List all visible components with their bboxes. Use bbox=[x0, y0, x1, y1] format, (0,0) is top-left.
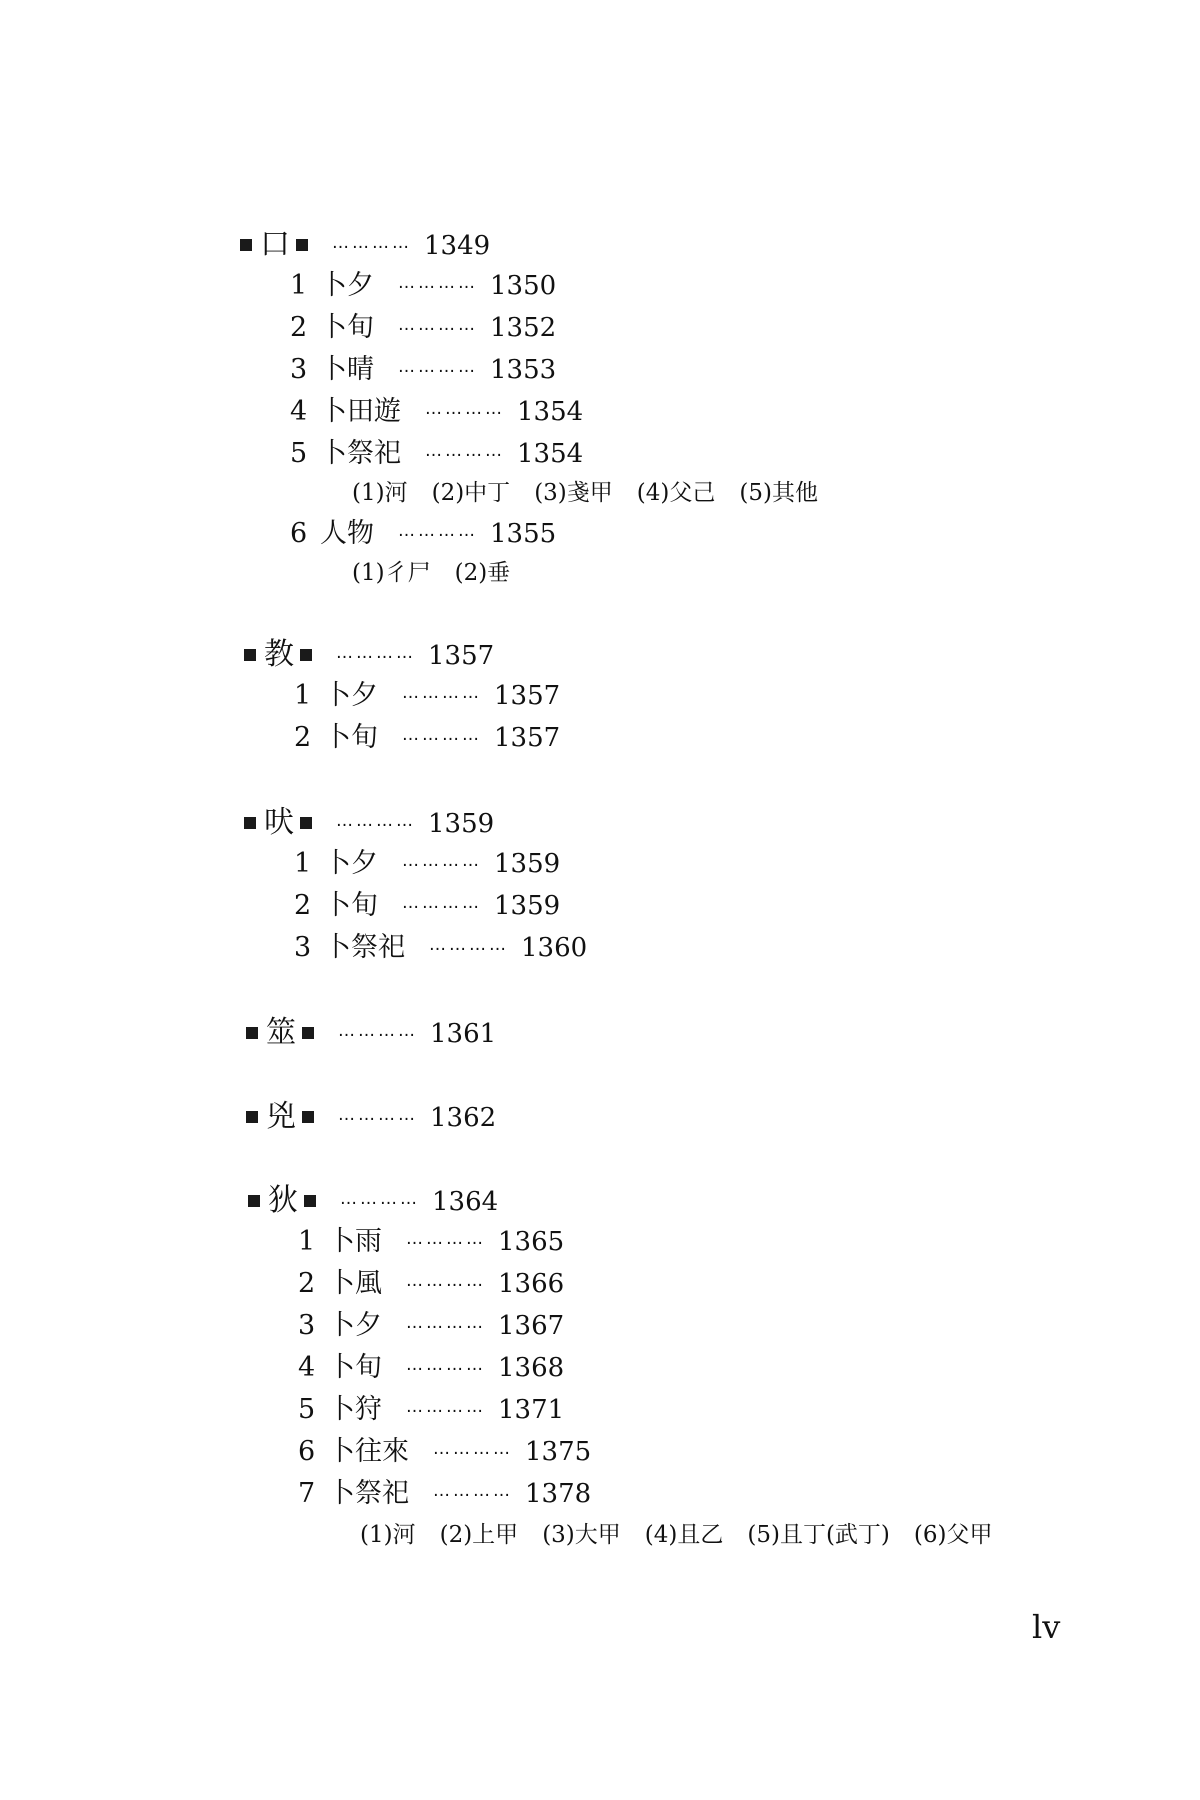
page-ref: 1355 bbox=[490, 519, 557, 549]
toc-item bbox=[294, 850, 560, 877]
section-title: 狄 bbox=[268, 1183, 298, 1218]
section-title: 兇 bbox=[266, 1099, 296, 1134]
item-number: 1 bbox=[290, 270, 308, 301]
note: (4)父己 bbox=[636, 480, 716, 506]
item-label: 卜夕 bbox=[328, 1310, 382, 1341]
item-label: 卜旬 bbox=[324, 890, 378, 921]
page-ref: 1357 bbox=[494, 723, 561, 753]
section-title: 口 bbox=[260, 227, 290, 262]
square-bullet-icon bbox=[248, 1195, 260, 1207]
item-number: 3 bbox=[298, 1310, 316, 1341]
page-ref: 1368 bbox=[498, 1353, 565, 1383]
item-number: 5 bbox=[290, 438, 308, 469]
leader-dots: ………… bbox=[402, 851, 482, 871]
toc-item bbox=[294, 682, 560, 709]
toc-item bbox=[290, 398, 583, 425]
square-bullet-icon bbox=[302, 1111, 314, 1123]
item-number: 4 bbox=[298, 1352, 316, 1383]
leader-dots: ………… bbox=[398, 273, 478, 293]
item-notes bbox=[360, 1524, 1017, 1547]
item-number: 2 bbox=[290, 312, 308, 343]
page-ref: 1365 bbox=[498, 1227, 565, 1257]
section-heading bbox=[244, 637, 495, 672]
square-bullet-icon bbox=[300, 817, 312, 829]
section-title: 筮 bbox=[266, 1015, 296, 1050]
leader-dots: ………… bbox=[402, 683, 482, 703]
square-bullet-icon bbox=[244, 817, 256, 829]
page-ref: 1359 bbox=[428, 809, 495, 839]
item-label: 卜狩 bbox=[328, 1394, 382, 1425]
item-label: 卜祭祀 bbox=[328, 1478, 409, 1509]
page-ref: 1375 bbox=[525, 1437, 592, 1467]
note: (5)且丁(武丁) bbox=[747, 1522, 890, 1548]
item-label: 卜旬 bbox=[324, 722, 378, 753]
toc-item bbox=[298, 1438, 591, 1465]
item-number: 2 bbox=[294, 722, 312, 753]
item-label: 卜旬 bbox=[320, 312, 374, 343]
item-label: 卜夕 bbox=[324, 848, 378, 879]
item-number: 2 bbox=[298, 1268, 316, 1299]
square-bullet-icon bbox=[246, 1027, 258, 1039]
leader-dots: ………… bbox=[402, 725, 482, 745]
page-ref: 1364 bbox=[432, 1187, 499, 1217]
toc-item bbox=[298, 1396, 564, 1423]
leader-dots: ………… bbox=[406, 1397, 486, 1417]
page-ref: 1360 bbox=[521, 933, 588, 963]
note: (2)上甲 bbox=[439, 1522, 519, 1548]
toc-item bbox=[298, 1480, 591, 1507]
item-number: 1 bbox=[294, 680, 312, 711]
note: (3)大甲 bbox=[542, 1522, 621, 1548]
item-label: 卜夕 bbox=[324, 680, 378, 711]
square-bullet-icon bbox=[300, 649, 312, 661]
toc-item bbox=[290, 520, 556, 547]
leader-dots: ………… bbox=[398, 315, 478, 335]
square-bullet-icon bbox=[240, 239, 252, 251]
item-notes bbox=[352, 482, 842, 505]
page-ref: 1371 bbox=[498, 1395, 565, 1425]
section-heading bbox=[246, 1099, 497, 1134]
page-ref: 1357 bbox=[494, 681, 561, 711]
page-ref: 1359 bbox=[494, 891, 561, 921]
leader-dots: ………… bbox=[406, 1271, 486, 1291]
item-label: 人物 bbox=[320, 518, 374, 549]
toc-item bbox=[290, 314, 556, 341]
item-label: 卜雨 bbox=[328, 1226, 382, 1257]
toc-item bbox=[290, 356, 556, 383]
section-heading bbox=[248, 1183, 499, 1218]
item-number: 5 bbox=[298, 1394, 316, 1425]
toc-item bbox=[298, 1354, 564, 1381]
note: (1)彳尸 bbox=[352, 560, 431, 586]
section-title: 吠 bbox=[264, 805, 294, 840]
item-number: 4 bbox=[290, 396, 308, 427]
item-number: 2 bbox=[294, 890, 312, 921]
leader-dots: ………… bbox=[433, 1439, 513, 1459]
square-bullet-icon bbox=[246, 1111, 258, 1123]
page-number: lv bbox=[1032, 1608, 1061, 1646]
toc-item bbox=[298, 1270, 564, 1297]
leader-dots: ………… bbox=[338, 1105, 418, 1125]
note: (1)河 bbox=[352, 480, 408, 506]
toc-item bbox=[294, 724, 560, 751]
item-label: 卜旬 bbox=[328, 1352, 382, 1383]
page-ref: 1354 bbox=[517, 439, 584, 469]
leader-dots: ………… bbox=[338, 1021, 418, 1041]
note: (6)父甲 bbox=[913, 1522, 993, 1548]
page-ref: 1349 bbox=[424, 231, 491, 261]
toc-item bbox=[294, 934, 587, 961]
leader-dots: ………… bbox=[336, 811, 416, 831]
square-bullet-icon bbox=[302, 1027, 314, 1039]
leader-dots: ………… bbox=[406, 1229, 486, 1249]
item-label: 卜祭祀 bbox=[324, 932, 405, 963]
item-number: 6 bbox=[290, 518, 308, 549]
page-ref: 1353 bbox=[490, 355, 557, 385]
item-label: 卜田遊 bbox=[320, 396, 401, 427]
item-number: 7 bbox=[298, 1478, 316, 1509]
section-heading bbox=[244, 805, 495, 840]
note: (1)河 bbox=[360, 1522, 416, 1548]
leader-dots: ………… bbox=[425, 441, 505, 461]
leader-dots: ………… bbox=[406, 1313, 486, 1333]
toc-item bbox=[290, 272, 556, 299]
note: (4)且乙 bbox=[644, 1522, 724, 1548]
section-heading bbox=[246, 1015, 497, 1050]
square-bullet-icon bbox=[304, 1195, 316, 1207]
page-ref: 1361 bbox=[430, 1019, 497, 1049]
note: (2)中丁 bbox=[431, 480, 511, 506]
item-number: 3 bbox=[294, 932, 312, 963]
item-number: 1 bbox=[294, 848, 312, 879]
toc-item bbox=[290, 440, 583, 467]
toc-item bbox=[298, 1312, 564, 1339]
section-title: 教 bbox=[264, 637, 294, 672]
item-label: 卜祭祀 bbox=[320, 438, 401, 469]
square-bullet-icon bbox=[296, 239, 308, 251]
item-label: 卜往來 bbox=[328, 1436, 409, 1467]
note: (5)其他 bbox=[739, 480, 818, 506]
page-ref: 1359 bbox=[494, 849, 561, 879]
note: (3)戔甲 bbox=[534, 480, 613, 506]
toc-item bbox=[294, 892, 560, 919]
square-bullet-icon bbox=[244, 649, 256, 661]
leader-dots: ………… bbox=[398, 357, 478, 377]
page-ref: 1352 bbox=[490, 313, 557, 343]
leader-dots: ………… bbox=[429, 935, 509, 955]
item-label: 卜風 bbox=[328, 1268, 382, 1299]
page-ref: 1366 bbox=[498, 1269, 565, 1299]
item-label: 卜晴 bbox=[320, 354, 374, 385]
page-ref: 1350 bbox=[490, 271, 557, 301]
item-label: 卜夕 bbox=[320, 270, 374, 301]
page-ref: 1362 bbox=[430, 1103, 497, 1133]
leader-dots: ………… bbox=[406, 1355, 486, 1375]
page-ref: 1354 bbox=[517, 397, 584, 427]
page-ref: 1367 bbox=[498, 1311, 565, 1341]
section-heading bbox=[240, 227, 491, 262]
toc-item bbox=[298, 1228, 564, 1255]
note: (2)垂 bbox=[454, 560, 511, 586]
leader-dots: ………… bbox=[425, 399, 505, 419]
leader-dots: ………… bbox=[332, 233, 412, 253]
item-notes bbox=[352, 562, 534, 585]
page-ref: 1378 bbox=[525, 1479, 592, 1509]
leader-dots: ………… bbox=[336, 643, 416, 663]
item-number: 3 bbox=[290, 354, 308, 385]
leader-dots: ………… bbox=[340, 1189, 420, 1209]
item-number: 6 bbox=[298, 1436, 316, 1467]
leader-dots: ………… bbox=[402, 893, 482, 913]
item-number: 1 bbox=[298, 1226, 316, 1257]
leader-dots: ………… bbox=[398, 521, 478, 541]
leader-dots: ………… bbox=[433, 1481, 513, 1501]
page-ref: 1357 bbox=[428, 641, 495, 671]
